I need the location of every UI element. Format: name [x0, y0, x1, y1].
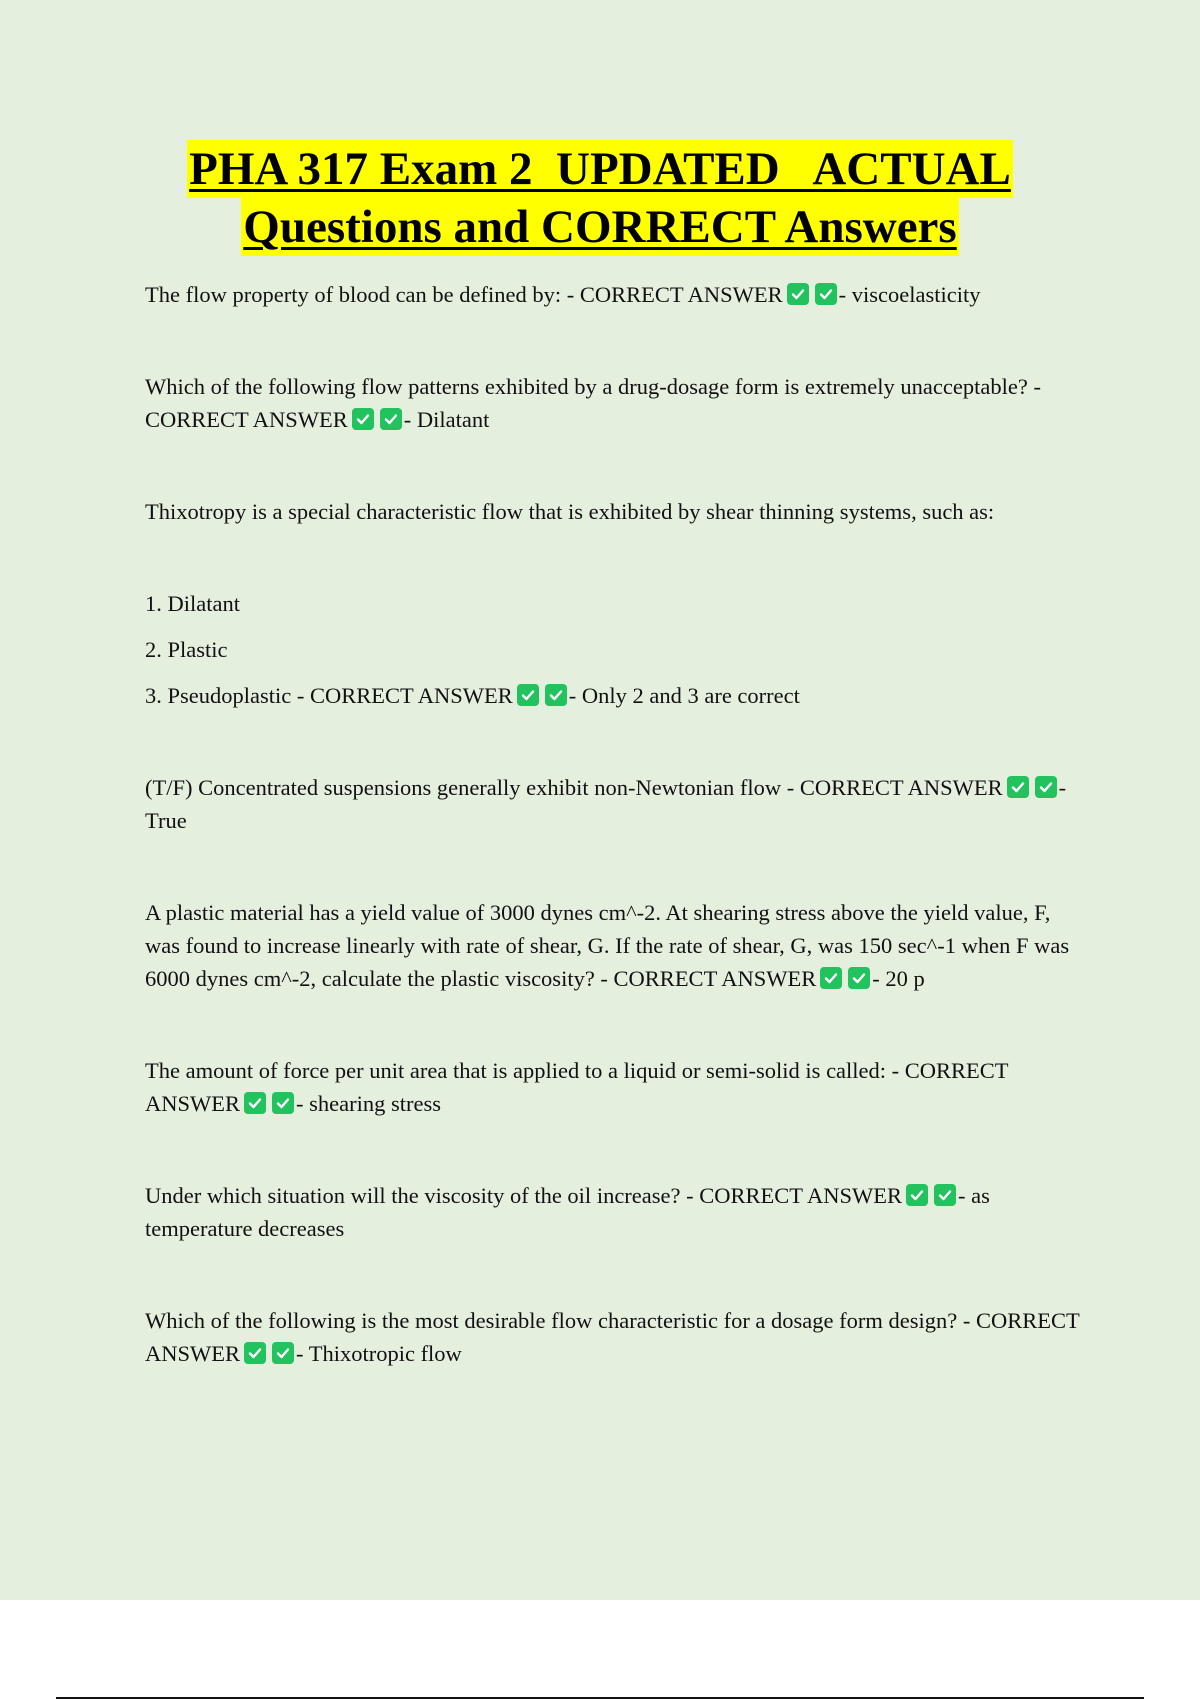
check-mark-icon [1007, 776, 1029, 798]
check-mark-icon [244, 1342, 266, 1364]
qa-item [145, 370, 1080, 436]
answer-text: - 20 p [872, 966, 925, 991]
check-mark-icon [352, 408, 374, 430]
qa-item [145, 495, 1080, 712]
title-line-1: PHA 317 Exam 2 UPDATED ACTUAL [187, 140, 1013, 198]
qa-item [145, 278, 1080, 311]
check-mark-icon [934, 1184, 956, 1206]
question-text: Thixotropy is a special characteristic flow that is exhibited by shear thinning systems, such as: [145, 499, 995, 524]
question-text: A plastic material has a yield value of 3000 dynes cm^-2. At shearing stress above the yield value, F, was found to increase linearly with rate of shear, G. If the rate of shear, G, was 150 sec^-1 when F was 6000 dynes cm^-2, calculate the plastic viscosity? - CORRECT ANSWER [145, 900, 1070, 991]
title-line-2: Questions and CORRECT Answers [241, 198, 958, 256]
question-text: Under which situation will the viscosity of the oil increase? - CORRECT ANSWER [145, 1183, 902, 1208]
list-item: 2. Plastic [145, 637, 228, 662]
question-text: The flow property of blood can be defined by: - CORRECT ANSWER [145, 282, 783, 307]
qa-item [145, 1179, 1080, 1245]
question-text: Which of the following is the most desirable flow characteristic for a dosage form design? - CORRECT ANSWER [145, 1308, 1080, 1366]
check-mark-icon [815, 283, 837, 305]
check-mark-icon [380, 408, 402, 430]
check-mark-icon [906, 1184, 928, 1206]
list-item: 1. Dilatant [145, 591, 240, 616]
check-mark-icon [787, 283, 809, 305]
answer-text: - Dilatant [403, 407, 490, 432]
answer-text: - as temperature decreases [145, 1183, 990, 1241]
check-mark-icon [244, 1092, 266, 1114]
check-mark-icon [545, 684, 567, 706]
check-mark-icon [517, 684, 539, 706]
answer-text: - shearing stress [296, 1091, 441, 1116]
list-item-text: 3. Pseudoplastic - CORRECT ANSWER [145, 683, 513, 708]
qa-content [145, 278, 1080, 1429]
question-text: The amount of force per unit area that is applied to a liquid or semi-solid is called: - CORRECT ANSWER [145, 1058, 1009, 1116]
qa-item [145, 1304, 1080, 1370]
check-mark-icon [272, 1092, 294, 1114]
page-divider [56, 1697, 1144, 1699]
answer-text: - Thixotropic flow [296, 1341, 462, 1366]
qa-item [145, 896, 1080, 995]
list-item [145, 679, 1080, 712]
question-text: Which of the following flow patterns exhibited by a drug-dosage form is extremely unacceptable? - CORRECT ANSWER [145, 374, 1041, 432]
qa-item [145, 771, 1080, 837]
qa-item [145, 1054, 1080, 1120]
check-mark-icon [1035, 776, 1057, 798]
answer-text: - True [145, 775, 1067, 833]
answer-text: - Only 2 and 3 are correct [568, 683, 800, 708]
check-mark-icon [820, 967, 842, 989]
check-mark-icon [272, 1342, 294, 1364]
check-mark-icon [848, 967, 870, 989]
document-title [0, 140, 1200, 256]
question-text: (T/F) Concentrated suspensions generally exhibit non-Newtonian flow - CORRECT ANSWER [145, 775, 1003, 800]
answer-text: - viscoelasticity [838, 282, 981, 307]
